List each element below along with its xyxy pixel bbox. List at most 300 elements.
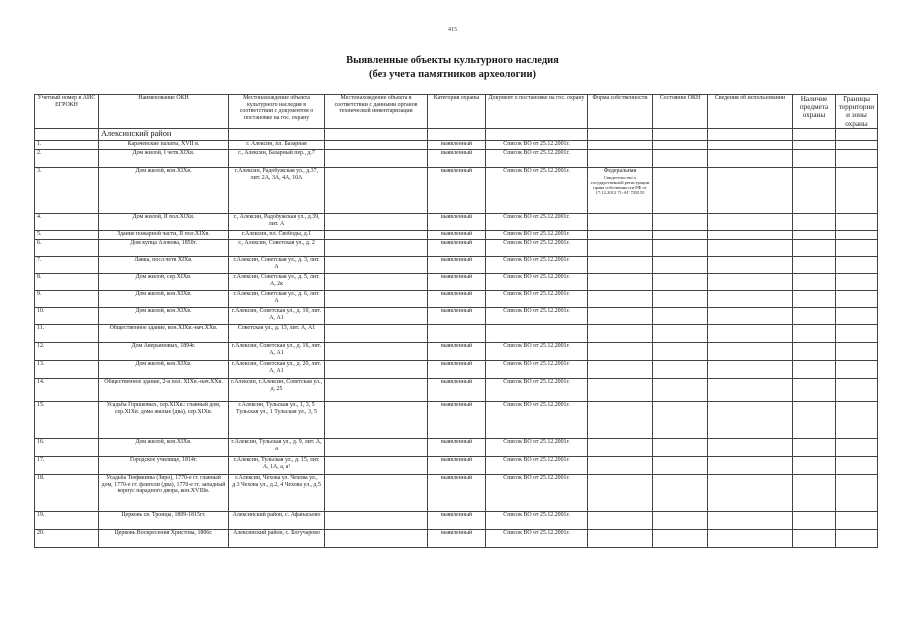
cell-document-text: Список ВО от 25.12.2001г.: [503, 439, 570, 445]
cell-document-text: Список ВО от 25.12.2001г.: [503, 379, 570, 385]
cell-category: [428, 361, 486, 379]
cell-location-bti: [325, 168, 428, 214]
cell-category: [428, 379, 486, 402]
cell-category: [428, 512, 486, 530]
cell-usage: [708, 530, 793, 548]
cell-name: [99, 325, 229, 343]
cell-condition: [653, 291, 708, 308]
cell-category: [428, 325, 486, 343]
cell-borders: [836, 457, 878, 475]
cell-name-text: Церковь Воскресения Христова, 1806г.: [114, 530, 213, 536]
cell-name: [99, 361, 229, 379]
cell-num: [35, 274, 99, 291]
cell-location-text: г., Алексин, Советская ул., д. 2: [238, 240, 315, 246]
cell-document: [486, 512, 588, 530]
cell-location: [229, 308, 325, 325]
cell-usage: [708, 274, 793, 291]
cell-condition: [653, 512, 708, 530]
cell-name: [99, 257, 229, 274]
cell-document-text: Список ВО от 25.12.2001г.: [503, 402, 570, 408]
cell-category-text: выявленный: [440, 512, 473, 518]
cell-location: [229, 439, 325, 457]
cell-category: [428, 343, 486, 361]
cell-subject: [793, 274, 836, 291]
cell-subject: [793, 512, 836, 530]
cell-condition: [653, 240, 708, 257]
cell-document: [486, 150, 588, 168]
cell-usage: [708, 150, 793, 168]
table-row: [35, 512, 878, 530]
cell-subject: [793, 141, 836, 150]
cell-document-text: Список ВО от 25.12.2001г.: [503, 231, 570, 237]
cell-num: [35, 308, 99, 325]
cell-ownership: [588, 291, 653, 308]
cell-ownership: [588, 361, 653, 379]
cell-ownership: [588, 457, 653, 475]
cell-condition: [653, 379, 708, 402]
cell-category-text: выявленный: [440, 168, 473, 174]
cell-document: [486, 475, 588, 512]
cell-subject: [793, 257, 836, 274]
col-header-name: Наименование ОКН: [99, 95, 229, 129]
cell-document: [486, 439, 588, 457]
cell-document: [486, 257, 588, 274]
cell-num: [35, 291, 99, 308]
cell-location: [229, 379, 325, 402]
cell-category: [428, 214, 486, 231]
cell-usage: [708, 231, 793, 240]
table-row: [35, 439, 878, 457]
cell-name: [99, 150, 229, 168]
cell-num: [35, 439, 99, 457]
cell-location: [229, 214, 325, 231]
cell-condition: [653, 141, 708, 150]
cell-subject: [793, 240, 836, 257]
cell-num-text: 10.: [37, 308, 45, 314]
cell-location-text: г.Алексин, Советская ул., д. 3, лит. А: [233, 257, 320, 270]
col-header-document: Документ о постановке на гос. охрану: [486, 95, 588, 129]
cell-location: [229, 361, 325, 379]
cell-document-text: Список ВО от 25.12.2001г.: [503, 308, 570, 314]
cell-location: [229, 402, 325, 439]
cell-document: [486, 214, 588, 231]
cell-name: [99, 343, 229, 361]
cell-usage: [708, 291, 793, 308]
cell-location-bti: [325, 257, 428, 274]
cell-category: [428, 150, 486, 168]
table-row: [35, 308, 878, 325]
cell-name-text: Лавка, посл.четв XIXв.: [134, 257, 193, 263]
cell-location-bti: [325, 240, 428, 257]
cell-document-text: Список ВО от 25.12.2001г.: [503, 150, 570, 156]
cell-ownership: [588, 512, 653, 530]
cell-location-text: г.Алексин, Советская ул., д. 10, лит. А, А1: [231, 308, 322, 321]
cell-category: [428, 402, 486, 439]
cell-subject: [793, 402, 836, 439]
cell-location-text: г.Алексин, Советская ул., д. 5, лит. А, 2к: [233, 274, 320, 287]
header-row: [35, 95, 878, 129]
cell-num: [35, 402, 99, 439]
cell-location-text: г.Алексин, пл. Свободы, д.1: [241, 231, 312, 237]
cell-borders: [836, 402, 878, 439]
cell-category-text: выявленный: [440, 214, 473, 220]
cell-name: [99, 274, 229, 291]
cell-ownership: [588, 439, 653, 457]
cell-ownership-text: Федеральная: [603, 168, 637, 174]
cell-document: [486, 240, 588, 257]
cell-ownership: [588, 530, 653, 548]
cell-location-bti: [325, 361, 428, 379]
cell-location-text: г.Алексин, Советская ул., д. 20, лит. А, А1: [231, 361, 322, 374]
cell-category: [428, 475, 486, 512]
cell-ownership: [588, 475, 653, 512]
cell-location-text: Алексинский район, с. Афанасьево: [232, 512, 321, 518]
cell-condition: [653, 343, 708, 361]
cell-usage: [708, 475, 793, 512]
table-row: [35, 141, 878, 150]
cell-category: [428, 141, 486, 150]
cell-document-text: Список ВО от 25.12.2001г.: [503, 343, 570, 349]
cell-name: [99, 379, 229, 402]
cell-num: [35, 214, 99, 231]
cell-name-text: Дом жилой, кон.XIXв.: [135, 439, 192, 445]
cell-name: [99, 530, 229, 548]
cell-category-text: выявленный: [440, 457, 473, 463]
cell-num: [35, 325, 99, 343]
cell-document: [486, 402, 588, 439]
cell-usage: [708, 457, 793, 475]
cell-num: [35, 343, 99, 361]
cell-usage: [708, 439, 793, 457]
cell-document-text: Список ВО от 25.12.2001г.: [503, 214, 570, 220]
cell-document-text: Список ВО от 25.12.2001г.: [503, 361, 570, 367]
cell-ownership: [588, 240, 653, 257]
cell-document-text: Список ВО от 25.12.2001г.: [503, 291, 570, 297]
cell-location-bti: [325, 141, 428, 150]
cell-category-text: выявленный: [440, 291, 473, 297]
cell-location: [229, 257, 325, 274]
cell-num: [35, 379, 99, 402]
cell-location-bti: [325, 214, 428, 231]
cell-condition: [653, 530, 708, 548]
cell-name: [99, 168, 229, 214]
cell-name-text: Церковь св. Троицы, 1809-1815гг.: [121, 512, 206, 518]
cell-name: [99, 308, 229, 325]
cell-name-text: Карачевские палаты, XVII в.: [127, 141, 200, 147]
cell-location-text: г., Алексин, Радобужская ул., д.39, лит. А: [233, 214, 320, 227]
col-header-usage: Сведения об использовании: [708, 95, 793, 129]
cell-usage: [708, 257, 793, 274]
cell-location-text: г. Алексин, пл. Базарная: [246, 141, 307, 147]
cell-ownership: [588, 343, 653, 361]
cell-category-text: выявленный: [440, 231, 473, 237]
cell-location-text: г.Алексин, г.Алексин, Советская ул., д. 25: [231, 379, 322, 392]
cell-num: [35, 512, 99, 530]
cell-document-text: Список ВО от 25.12.2001г.: [503, 475, 570, 481]
cell-location-bti: [325, 402, 428, 439]
cell-num-text: 4.: [37, 214, 42, 220]
cell-name-text: Общественное здание, кон.XIXв.-нач.XXв.: [109, 325, 218, 331]
cell-num-text: 2.: [37, 150, 42, 156]
cell-ownership: [588, 150, 653, 168]
cell-location: [229, 343, 325, 361]
cell-location-bti: [325, 439, 428, 457]
cell-num-text: 5.: [37, 231, 42, 237]
district-name: Алексинский район: [99, 129, 229, 141]
cell-document-text: Список ВО от 25.12.2001г.: [503, 257, 570, 263]
cell-document-text: Список ВО от 25.12.2001г.: [503, 512, 570, 518]
cell-name-text: Дом купца Азовова, 1850г.: [130, 240, 197, 246]
cell-subject: [793, 325, 836, 343]
cell-borders: [836, 439, 878, 457]
cell-usage: [708, 361, 793, 379]
cell-borders: [836, 214, 878, 231]
cell-subject: [793, 361, 836, 379]
cell-condition: [653, 150, 708, 168]
cell-category-text: выявленный: [440, 308, 473, 314]
cell-location-text: г.Алексин, Тульская ул., д. 9, лит. А, а: [231, 439, 322, 452]
cell-usage: [708, 308, 793, 325]
cell-name: [99, 231, 229, 240]
cell-location-text: г.Алексин, Тульская ул., 1, 3, 5 Тульская ул., 1 Тульская ул., 3, 5: [236, 402, 317, 415]
cell-category-text: выявленный: [440, 343, 473, 349]
cell-document: [486, 141, 588, 150]
col-header-location-doc: Местонахождение объекта культурного наследия в соответствии с документом о постановке на гос. охрану: [229, 95, 325, 129]
cell-ownership: [588, 308, 653, 325]
cell-location-bti: [325, 325, 428, 343]
cell-category-text: выявленный: [440, 475, 473, 481]
cell-num: [35, 231, 99, 240]
cell-name: [99, 141, 229, 150]
cell-subject: [793, 214, 836, 231]
cell-ownership: [588, 325, 653, 343]
cell-usage: [708, 379, 793, 402]
cell-num: [35, 150, 99, 168]
col-header-location-bti: Местонахождение объекта в соответствии с данными органов технической инвентаризации: [325, 95, 428, 129]
cell-name-text: Дом жилой, II пол.XIXв.: [132, 214, 195, 220]
cell-category-text: выявленный: [440, 402, 473, 408]
table-row: [35, 361, 878, 379]
cell-condition: [653, 168, 708, 214]
table-row: [35, 168, 878, 214]
cell-name-text: Здание пожарной части, II пол.XIXв.: [117, 231, 210, 237]
table-row: [35, 150, 878, 168]
cell-num: [35, 240, 99, 257]
cell-name: [99, 291, 229, 308]
cell-name-text: Дом жилой, кон.XIXв.: [135, 308, 192, 314]
cell-usage: [708, 325, 793, 343]
cell-category-text: выявленный: [440, 361, 473, 367]
cell-location-text: г.Алексин, Радобужская ул., д.37, лит. 2А, 3А, 4А, 10А: [234, 168, 319, 181]
cell-num: [35, 457, 99, 475]
cell-borders: [836, 168, 878, 214]
table-row: [35, 379, 878, 402]
cell-location: [229, 457, 325, 475]
cell-location-bti: [325, 457, 428, 475]
col-header-borders: Границы территории и зоны охраны: [836, 95, 878, 129]
cell-name: [99, 402, 229, 439]
cell-location-text: г.Алексин, Тульская ул., д. 15, лит. А, 1А, а, а¹: [233, 457, 320, 470]
cell-location: [229, 240, 325, 257]
cell-location-bti: [325, 512, 428, 530]
district-row: [35, 129, 878, 141]
cell-category: [428, 530, 486, 548]
cell-document: [486, 343, 588, 361]
cell-document-text: Список ВО от 25.12.2001г.: [503, 274, 570, 280]
cell-condition: [653, 439, 708, 457]
cell-num-text: 6.: [37, 240, 42, 246]
cell-name-text: Дом Аверьяновых, 1894г.: [131, 343, 196, 349]
cell-document: [486, 274, 588, 291]
table-row: [35, 325, 878, 343]
cell-num-text: 11.: [37, 325, 45, 331]
cell-location-bti: [325, 308, 428, 325]
cell-subject: [793, 150, 836, 168]
cell-num-text: 18.: [37, 475, 45, 481]
cell-name-text: Усадьба Тюфякины (Зиро), 1770-е гг. главный дом, 1770-е гг. флигели (два), 1770-е гг. западный корпус парадного двора, кон.XVIIIв.: [101, 475, 226, 495]
cell-borders: [836, 512, 878, 530]
cell-name: [99, 475, 229, 512]
title-line-1: Выявленные объекты культурного наследия: [346, 55, 559, 66]
table-row: [35, 475, 878, 512]
cell-usage: [708, 402, 793, 439]
cell-category-text: выявленный: [440, 439, 473, 445]
table-row: [35, 214, 878, 231]
cell-location: [229, 274, 325, 291]
cell-num-text: 15.: [37, 402, 45, 408]
cell-location: [229, 475, 325, 512]
table-row: [35, 257, 878, 274]
cell-category-text: выявленный: [440, 141, 473, 147]
cell-category: [428, 240, 486, 257]
cell-num: [35, 168, 99, 214]
cell-subject: [793, 231, 836, 240]
cell-subject: [793, 457, 836, 475]
cell-location: [229, 325, 325, 343]
cell-category: [428, 274, 486, 291]
cell-condition: [653, 231, 708, 240]
cell-location-text: г.Алексин, Советская ул., д. 6, лит. А: [233, 291, 320, 304]
cell-ownership: [588, 257, 653, 274]
page-number: 415: [448, 27, 457, 33]
cell-category-text: выявленный: [440, 257, 473, 263]
table-row: [35, 231, 878, 240]
cell-name: [99, 512, 229, 530]
cell-name-text: Дом жилой, сер.XIXв.: [135, 274, 192, 280]
cell-ownership: [588, 274, 653, 291]
cell-subject: [793, 475, 836, 512]
cell-name-text: Городское училище, 1814г.: [129, 457, 198, 463]
cell-name: [99, 240, 229, 257]
cell-num: [35, 257, 99, 274]
cell-usage: [708, 214, 793, 231]
cell-usage: [708, 168, 793, 214]
cell-num-text: 3.: [37, 168, 42, 174]
cell-num-text: 14.: [37, 379, 45, 385]
cell-borders: [836, 257, 878, 274]
cell-document: [486, 530, 588, 548]
cell-document: [486, 361, 588, 379]
cell-num: [35, 530, 99, 548]
okn-table: [34, 94, 878, 548]
cell-subject: [793, 530, 836, 548]
cell-location: [229, 150, 325, 168]
title-line-2: (без учета памятников археологии): [368, 69, 537, 80]
cell-location: [229, 530, 325, 548]
cell-category: [428, 457, 486, 475]
cell-location-bti: [325, 231, 428, 240]
cell-borders: [836, 475, 878, 512]
cell-location-bti: [325, 343, 428, 361]
cell-document-text: Список ВО от 25.12.2001г.: [503, 240, 570, 246]
cell-borders: [836, 530, 878, 548]
col-header-condition: Состояние ОКН: [653, 95, 708, 129]
col-header-ownership: Форма собственности: [588, 95, 653, 129]
cell-borders: [836, 150, 878, 168]
cell-category: [428, 439, 486, 457]
cell-condition: [653, 361, 708, 379]
cell-location-bti: [325, 291, 428, 308]
cell-ownership: [588, 168, 653, 214]
cell-subject: [793, 343, 836, 361]
cell-name-text: Дом жилой, кон.XIXв.: [135, 168, 192, 174]
cell-borders: [836, 325, 878, 343]
cell-name-text: Дом жилой, I четв.XIXв.: [132, 150, 195, 156]
cell-num-text: 7.: [37, 257, 42, 263]
cell-category: [428, 231, 486, 240]
cell-document-text: Список ВО от 25.12.2001г.: [503, 530, 570, 536]
cell-category-text: выявленный: [440, 530, 473, 536]
cell-subject: [793, 291, 836, 308]
cell-location: [229, 231, 325, 240]
cell-category: [428, 291, 486, 308]
cell-num: [35, 475, 99, 512]
col-header-subject: Наличие предмета охраны: [793, 95, 836, 129]
cell-num-text: 17.: [37, 457, 45, 463]
cell-location: [229, 168, 325, 214]
cell-ownership: [588, 214, 653, 231]
cell-name: [99, 439, 229, 457]
cell-document: [486, 291, 588, 308]
cell-document-text: Список ВО от 25.12.2001г.: [503, 457, 570, 463]
cell-condition: [653, 274, 708, 291]
table-row: [35, 457, 878, 475]
cell-name-text: Дом жилой, кон.XIXв.: [135, 361, 192, 367]
document-title: [0, 54, 905, 82]
cell-document: [486, 308, 588, 325]
cell-num: [35, 141, 99, 150]
cell-borders: [836, 308, 878, 325]
cell-category-text: выявленный: [440, 240, 473, 246]
cell-category: [428, 257, 486, 274]
cell-document: [486, 457, 588, 475]
cell-usage: [708, 512, 793, 530]
cell-num-text: 8.: [37, 274, 42, 280]
cell-ownership: [588, 141, 653, 150]
table-row: [35, 240, 878, 257]
cell-usage: [708, 240, 793, 257]
cell-category-text: выявленный: [440, 379, 473, 385]
cell-document-text: Список ВО от 25.12.2001г.: [503, 141, 570, 147]
cell-name-text: Усадьба Горшковых, сер.XIXв.: главный дом, сер.XIXв. дома жилые (два), сер.XIXв.: [106, 402, 221, 415]
cell-num-text: 16.: [37, 439, 45, 445]
cell-location-bti: [325, 150, 428, 168]
cell-borders: [836, 274, 878, 291]
cell-num-text: 20.: [37, 530, 45, 536]
cell-location-text: г.Алексин, Советская ул., д. 16, лит. А, А1: [231, 343, 322, 356]
cell-usage: [708, 141, 793, 150]
cell-location-bti: [325, 379, 428, 402]
